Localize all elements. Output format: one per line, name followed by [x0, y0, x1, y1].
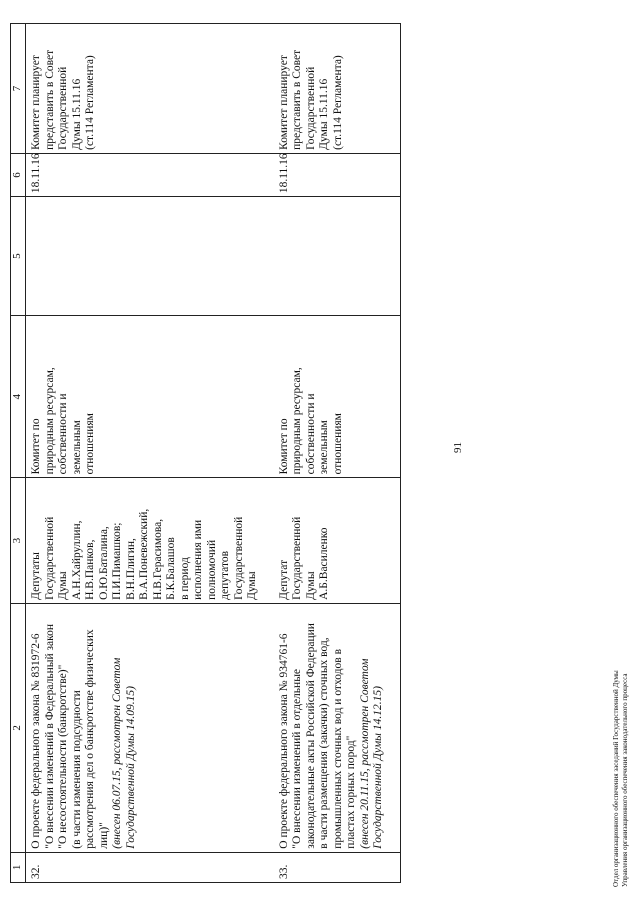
footer-line: Управления организационного обеспечения законодательного процесса [621, 673, 629, 887]
column-header: 7 [11, 24, 26, 154]
committee-cell [26, 316, 274, 478]
column-header: 2 [11, 603, 26, 852]
initiator-line: исполнения ими [192, 519, 204, 600]
column-header: 1 [11, 852, 26, 882]
date-cell [26, 153, 274, 196]
initiator-line: А.Б.Василенко [318, 527, 330, 600]
plan-line: Комитет планирует [30, 55, 42, 150]
committee-line: Комитет по [30, 418, 42, 475]
committee-line: земельным [318, 420, 330, 475]
committee-line: собственности и [304, 393, 317, 475]
initiator-line: Думы [57, 571, 69, 600]
date-cell [274, 153, 401, 196]
initiator-line: Б.К.Балашов [165, 537, 177, 600]
bill-line: О проекте федерального закона № 831972-6 [30, 633, 42, 849]
bill-line: О проекте федерального закона № 934761-6 [277, 633, 290, 849]
footer [612, 670, 630, 887]
bill-line: "О внесении изменений в Федеральный закон [43, 623, 56, 849]
initiator-line: Депутаты [30, 552, 42, 600]
initiator-line: Н.В.Герасимова, [151, 518, 164, 600]
committee-line: Комитет по [277, 418, 290, 475]
bill-note-line: Государственной Думы 14.09.15) [124, 686, 137, 849]
plan-line: Комитет планирует [277, 55, 290, 150]
date-value: 18.11.16 [277, 153, 290, 194]
plan-cell [26, 24, 274, 154]
bill-line: лиц)" [97, 822, 110, 849]
plan-line: (ст.114 Регламента) [84, 55, 96, 150]
plan-line: представить в Совет [291, 49, 303, 150]
initiator-line: В.Н.Плигин, [124, 538, 137, 600]
plan-cell [274, 24, 401, 154]
row-number-cell [26, 852, 274, 882]
committee-line: природным ресурсам, [43, 367, 56, 475]
plan-line: Государственной [57, 66, 69, 150]
initiator-line: Думы [304, 571, 317, 600]
plan-line: представить в Совет [43, 49, 56, 150]
initiator-line: Депутат [277, 559, 290, 600]
footer-line: Отдел организационного обеспечения заседаний Государственной Думы [612, 670, 620, 887]
row-number-cell [274, 852, 401, 882]
date-value: 18.11.16 [30, 153, 42, 194]
initiator-line: полномочий [205, 539, 218, 600]
initiator-cell [26, 478, 274, 603]
initiator-line: О.Ю.Баталина, [97, 526, 110, 600]
initiator-line: Думы [246, 571, 258, 600]
bill-line: законодательные акты Российской Федерации [304, 623, 317, 849]
initiator-line: Н.В.Панков, [84, 539, 96, 600]
initiator-line: депутатов [219, 551, 231, 600]
committee-cell [274, 316, 401, 478]
bill-line: "О внесении изменений в отдельные [291, 668, 303, 849]
bill-cell [274, 603, 401, 852]
initiator-line: Государственной [232, 516, 245, 600]
bill-note-line: (внесен 20.11.15, рассмотрен Советом [358, 658, 371, 849]
column-header: 5 [11, 197, 26, 316]
initiator-line: в период [178, 557, 191, 600]
bill-line: в части размещения (закачки) сточных вод, [318, 637, 330, 849]
bill-line: (в части изменения подсудности [70, 690, 83, 849]
bill-cell [26, 603, 274, 852]
initiator-cell [274, 478, 401, 603]
plan-line: (ст.114 Регламента) [331, 55, 344, 150]
column-header: 4 [11, 316, 26, 478]
table-row [274, 24, 401, 883]
committee-line: отношениям [84, 413, 96, 475]
row-number: 33. [277, 864, 290, 879]
bill-line: рассмотрения дел о банкротстве физических [84, 629, 96, 849]
column-5-cell [26, 197, 274, 316]
plan-line: Думы 15.11.16 [318, 78, 330, 150]
column-header: 3 [11, 478, 26, 603]
bill-note-line: (внесен 06.07.15, рассмотрен Советом [111, 657, 123, 849]
bill-note-line: Государственной Думы 14.12.15) [372, 686, 384, 849]
column-header: 6 [11, 153, 26, 196]
committee-line: отношениям [331, 413, 344, 475]
bill-line: "О несостоятельности (банкротстве)" [57, 664, 69, 849]
plan-line: Думы 15.11.16 [70, 78, 83, 150]
initiator-line: Государственной [43, 516, 56, 600]
initiator-line: А.Н.Хайруллин, [70, 520, 83, 600]
committee-line: собственности и [57, 393, 69, 475]
column-5-cell [274, 197, 401, 316]
row-number: 32. [30, 864, 42, 879]
committee-line: природным ресурсам, [291, 367, 303, 475]
table-row [26, 24, 274, 883]
initiator-line: П.И.Пимашков; [111, 522, 123, 600]
bills-table [10, 23, 401, 883]
plan-line: Государственной [304, 66, 317, 150]
initiator-line: В.А.Поневежский, [138, 508, 150, 600]
page-number: 91 [452, 442, 464, 453]
bill-line: пластах горных пород" [345, 735, 357, 849]
table-header-row [11, 24, 26, 883]
committee-line: земельным [70, 420, 83, 475]
initiator-line: Государственной [291, 516, 303, 600]
bill-line: промышленных сточных вод и отходов в [331, 648, 344, 849]
